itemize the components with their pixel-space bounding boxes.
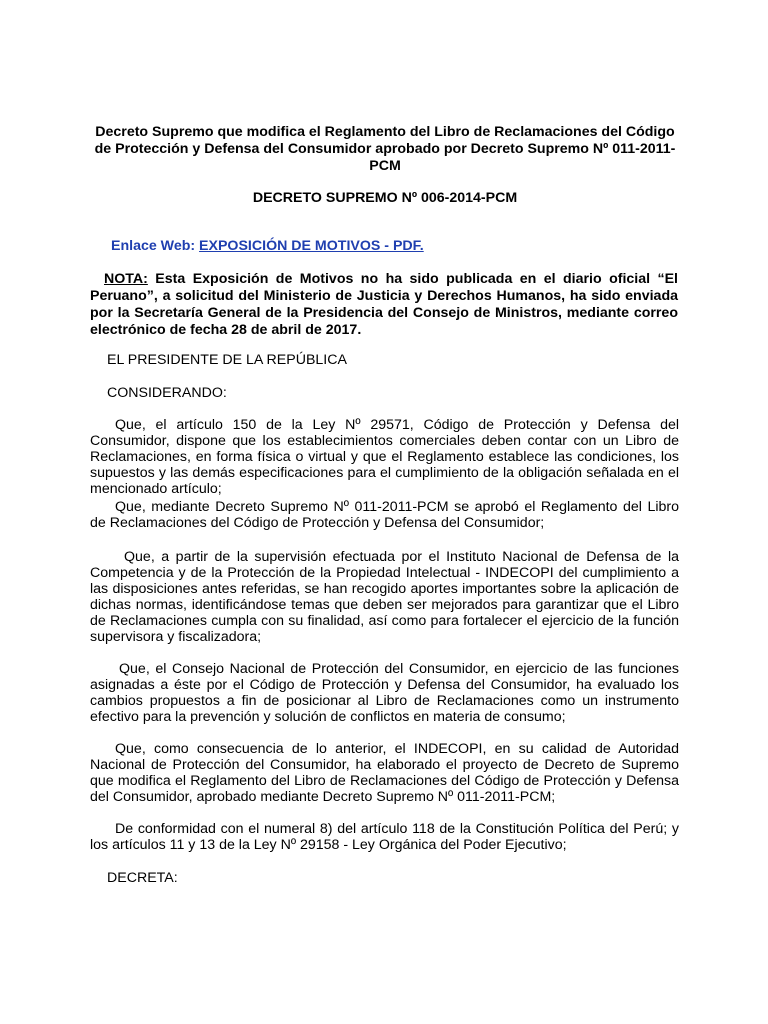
president-heading: EL PRESIDENTE DE LA REPÚBLICA bbox=[107, 352, 347, 368]
nota-text: Esta Exposición de Motivos no ha sido publicada en el diario oficial “El Peruano”, a solicitud del Ministerio de Justicia y Derechos Humanos, ha sido enviada por la Secretaría General de la Presidencia del Consejo de Ministros, mediante correo electrónico de fecha 28 de abril de 2017. bbox=[90, 271, 678, 338]
nota-paragraph bbox=[90, 271, 678, 339]
decreta-heading: DECRETA: bbox=[107, 870, 178, 886]
decree-number: DECRETO SUPREMO Nº 006-2014-PCM bbox=[252, 190, 518, 206]
document-title: Decreto Supremo que modifica el Reglamento del Libro de Reclamaciones del Código de Protección y Defensa del Consumidor aprobado por Decreto Supremo Nº 011-2011-PCM bbox=[94, 124, 676, 174]
nota-label: NOTA: bbox=[104, 271, 148, 287]
considerando-heading: CONSIDERANDO: bbox=[107, 385, 227, 401]
paragraph-4: Que, el Consejo Nacional de Protección del Consumidor, en ejercicio de las funciones asignadas a éste por el Código de Protección y Defensa del Consumidor, ha evaluado los cambios propuestos a fin de posicionar al Libro de Reclamaciones como un instrumento efectivo para la prevención y solución de conflictos en materia de consumo; bbox=[90, 661, 679, 725]
paragraph-6: De conformidad con el numeral 8) del artículo 118 de la Constitución Política del Perú; y los artículos 11 y 13 de la Ley Nº 29158 - Ley Orgánica del Poder Ejecutivo; bbox=[90, 821, 679, 853]
paragraph-2: Que, mediante Decreto Supremo Nº 011-2011-PCM se aprobó el Reglamento del Libro de Reclamaciones del Código de Protección y Defensa del Consumidor; bbox=[90, 499, 679, 531]
weblink-prefix: Enlace Web: bbox=[111, 238, 200, 254]
exposicion-de-motivos-link[interactable]: EXPOSICIÓN DE MOTIVOS - PDF. bbox=[199, 238, 424, 254]
weblink bbox=[111, 238, 424, 255]
paragraph-1: Que, el artículo 150 de la Ley Nº 29571, Código de Protección y Defensa del Consumidor, dispone que los establecimientos comerciales deben contar con un Libro de Reclamaciones, en forma física o virtual y que el Reglamento establece las condiciones, los supuestos y las demás especificaciones para el cumplimiento de la obligación señalada en el mencionado artículo; bbox=[90, 417, 679, 497]
paragraph-5: Que, como consecuencia de lo anterior, el INDECOPI, en su calidad de Autoridad Nacional de Protección del Consumidor, ha elaborado el proyecto de Decreto de Supremo que modifica el Reglamento del Libro de Reclamaciones del Código de Protección y Defensa del Consumidor, aprobado mediante Decreto Supremo Nº 011-2011-PCM; bbox=[90, 741, 679, 805]
paragraph-3: Que, a partir de la supervisión efectuada por el Instituto Nacional de Defensa de la Competencia y de la Protección de la Propiedad Intelectual - INDECOPI del cumplimiento a las disposiciones antes referidas, se han recogido aportes importantes sobre la aplicación de dichas normas, identificándose temas que deben ser mejorados para garantizar que el Libro de Reclamaciones cumpla con su finalidad, así como para fortalecer el ejercicio de la función supervisora y fiscalizadora; bbox=[90, 549, 679, 645]
